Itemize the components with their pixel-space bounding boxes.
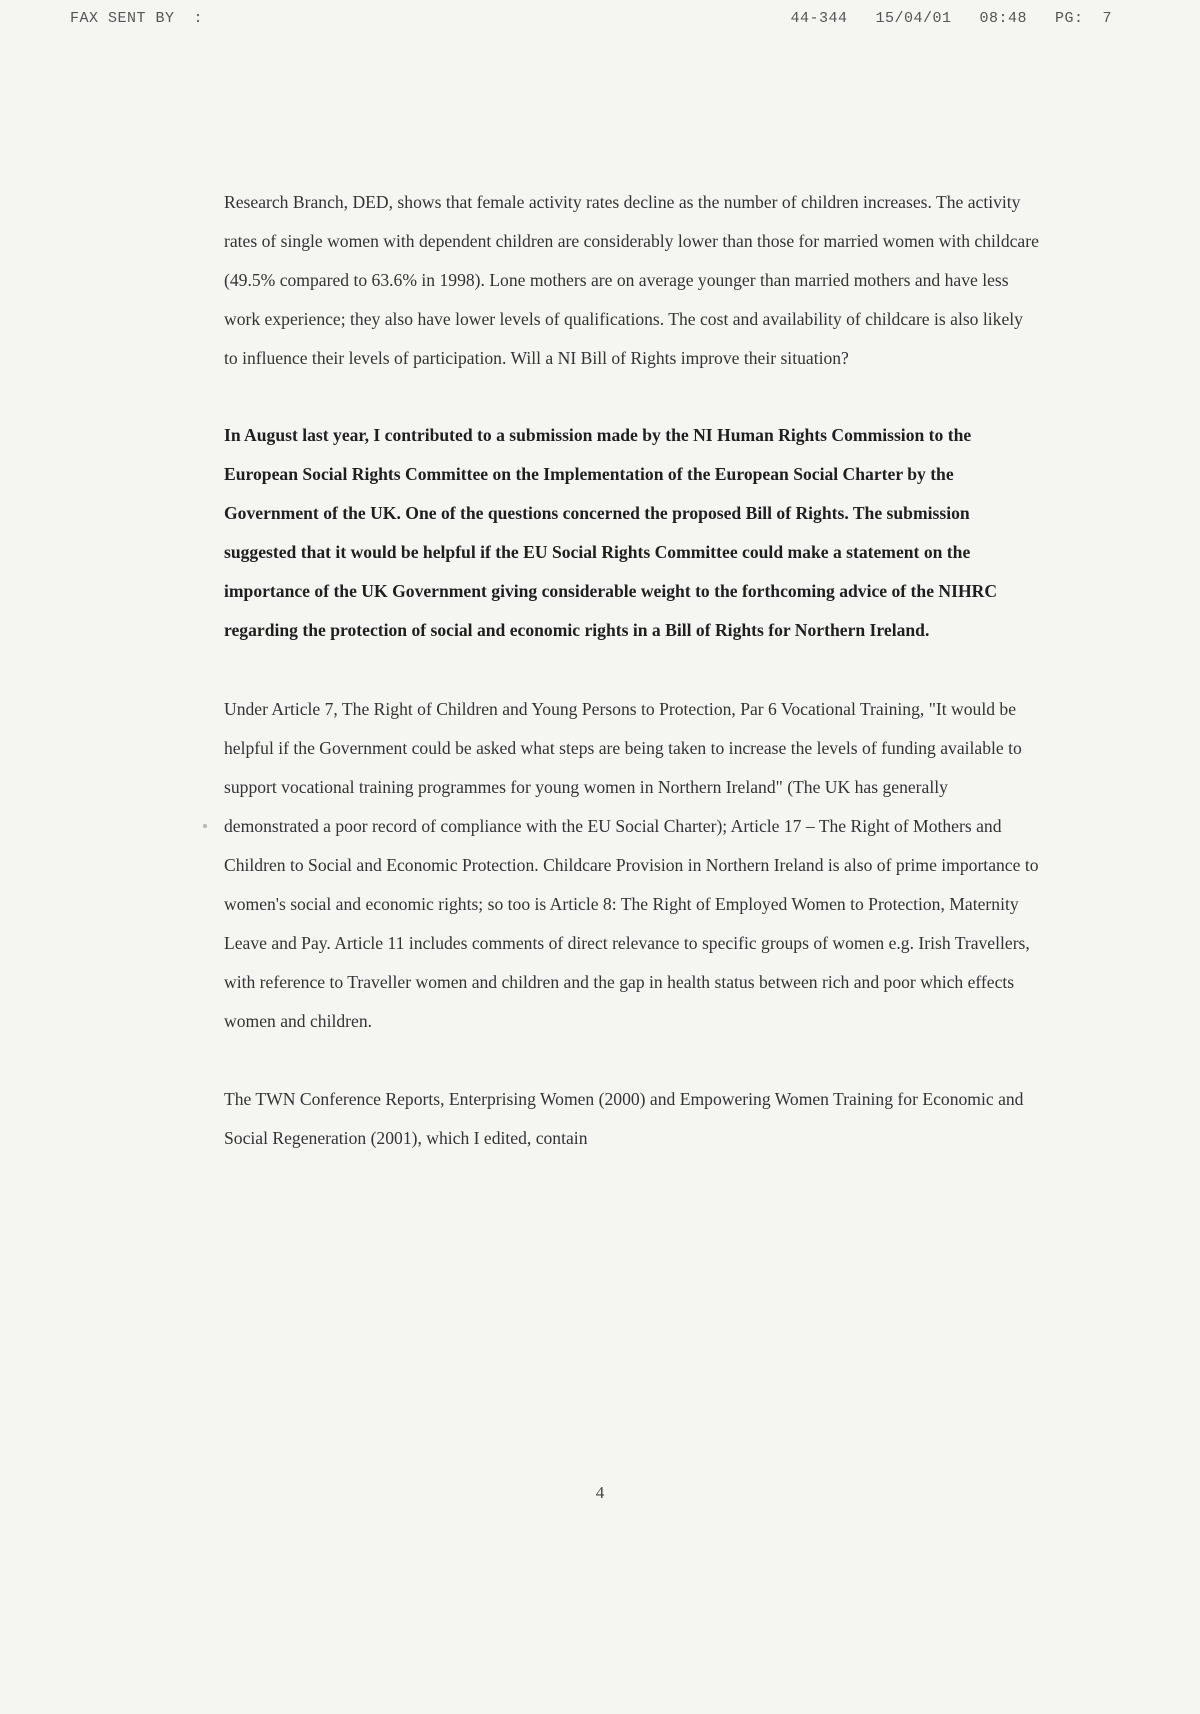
paragraph-twn-reports: The TWN Conference Reports, Enterprising Women (2000) and Empowering Women Training for Economic and Social Regeneration (2001), which I edited, contain	[224, 1089, 1024, 1148]
fax-header	[0, 10, 1200, 34]
fax-sender-label: FAX SENT BY :	[70, 10, 204, 27]
document-body	[224, 183, 1039, 1158]
fax-phone: 44-344	[790, 10, 848, 27]
scan-speck	[203, 824, 207, 828]
fax-date: 15/04/01	[875, 10, 952, 27]
page-number: 4	[595, 1483, 605, 1502]
paragraph-august-submission: In August last year, I contributed to a submission made by the NI Human Rights Commission to the European Social Rights Committee on the Implementation of the European Social Charter by the Government of the UK. One of the questions concerned the proposed Bill of Rights. The submission suggested that it would be helpful if the EU Social Rights Committee could make a statement on the importance of the UK Government giving considerable weight to the forthcoming advice of the NIHRC regarding the protection of social and economic rights in a Bill of Rights for Northern Ireland.	[224, 425, 998, 640]
fax-time: 08:48	[979, 10, 1027, 27]
fax-transmission-info	[762, 10, 1112, 27]
paragraph-article-7: Under Article 7, The Right of Children and Young Persons to Protection, Par 6 Vocational Training, "It would be helpful if the Government could be asked what steps are being taken to increase the levels of funding available to support vocational training programmes for young women in Northern Ireland" (The UK has generally demonstrated a poor record of compliance with the EU Social Charter); Article 17 – The Right of Mothers and Children to Social and Economic Protection. Childcare Provision in Northern Ireland is also of prime importance to women's social and economic rights; so too is Article 8: The Right of Employed Women to Protection, Maternity Leave and Pay. Article 11 includes comments of direct relevance to specific groups of women e.g. Irish Travellers, with reference to Traveller women and children and the gap in health status between rich and poor which effects women and children.	[224, 699, 1039, 1031]
paragraph-research-branch: Research Branch, DED, shows that female activity rates decline as the number of children increases. The activity rates of single women with dependent children are considerably lower than those for married women with childcare (49.5% compared to 63.6% in 1998). Lone mothers are on average younger than married mothers and have less work experience; they also have lower levels of qualifications. The cost and availability of childcare is also likely to influence their levels of participation. Will a NI Bill of Rights improve their situation?	[224, 192, 1039, 368]
fax-page-indicator: PG: 7	[1054, 10, 1112, 27]
